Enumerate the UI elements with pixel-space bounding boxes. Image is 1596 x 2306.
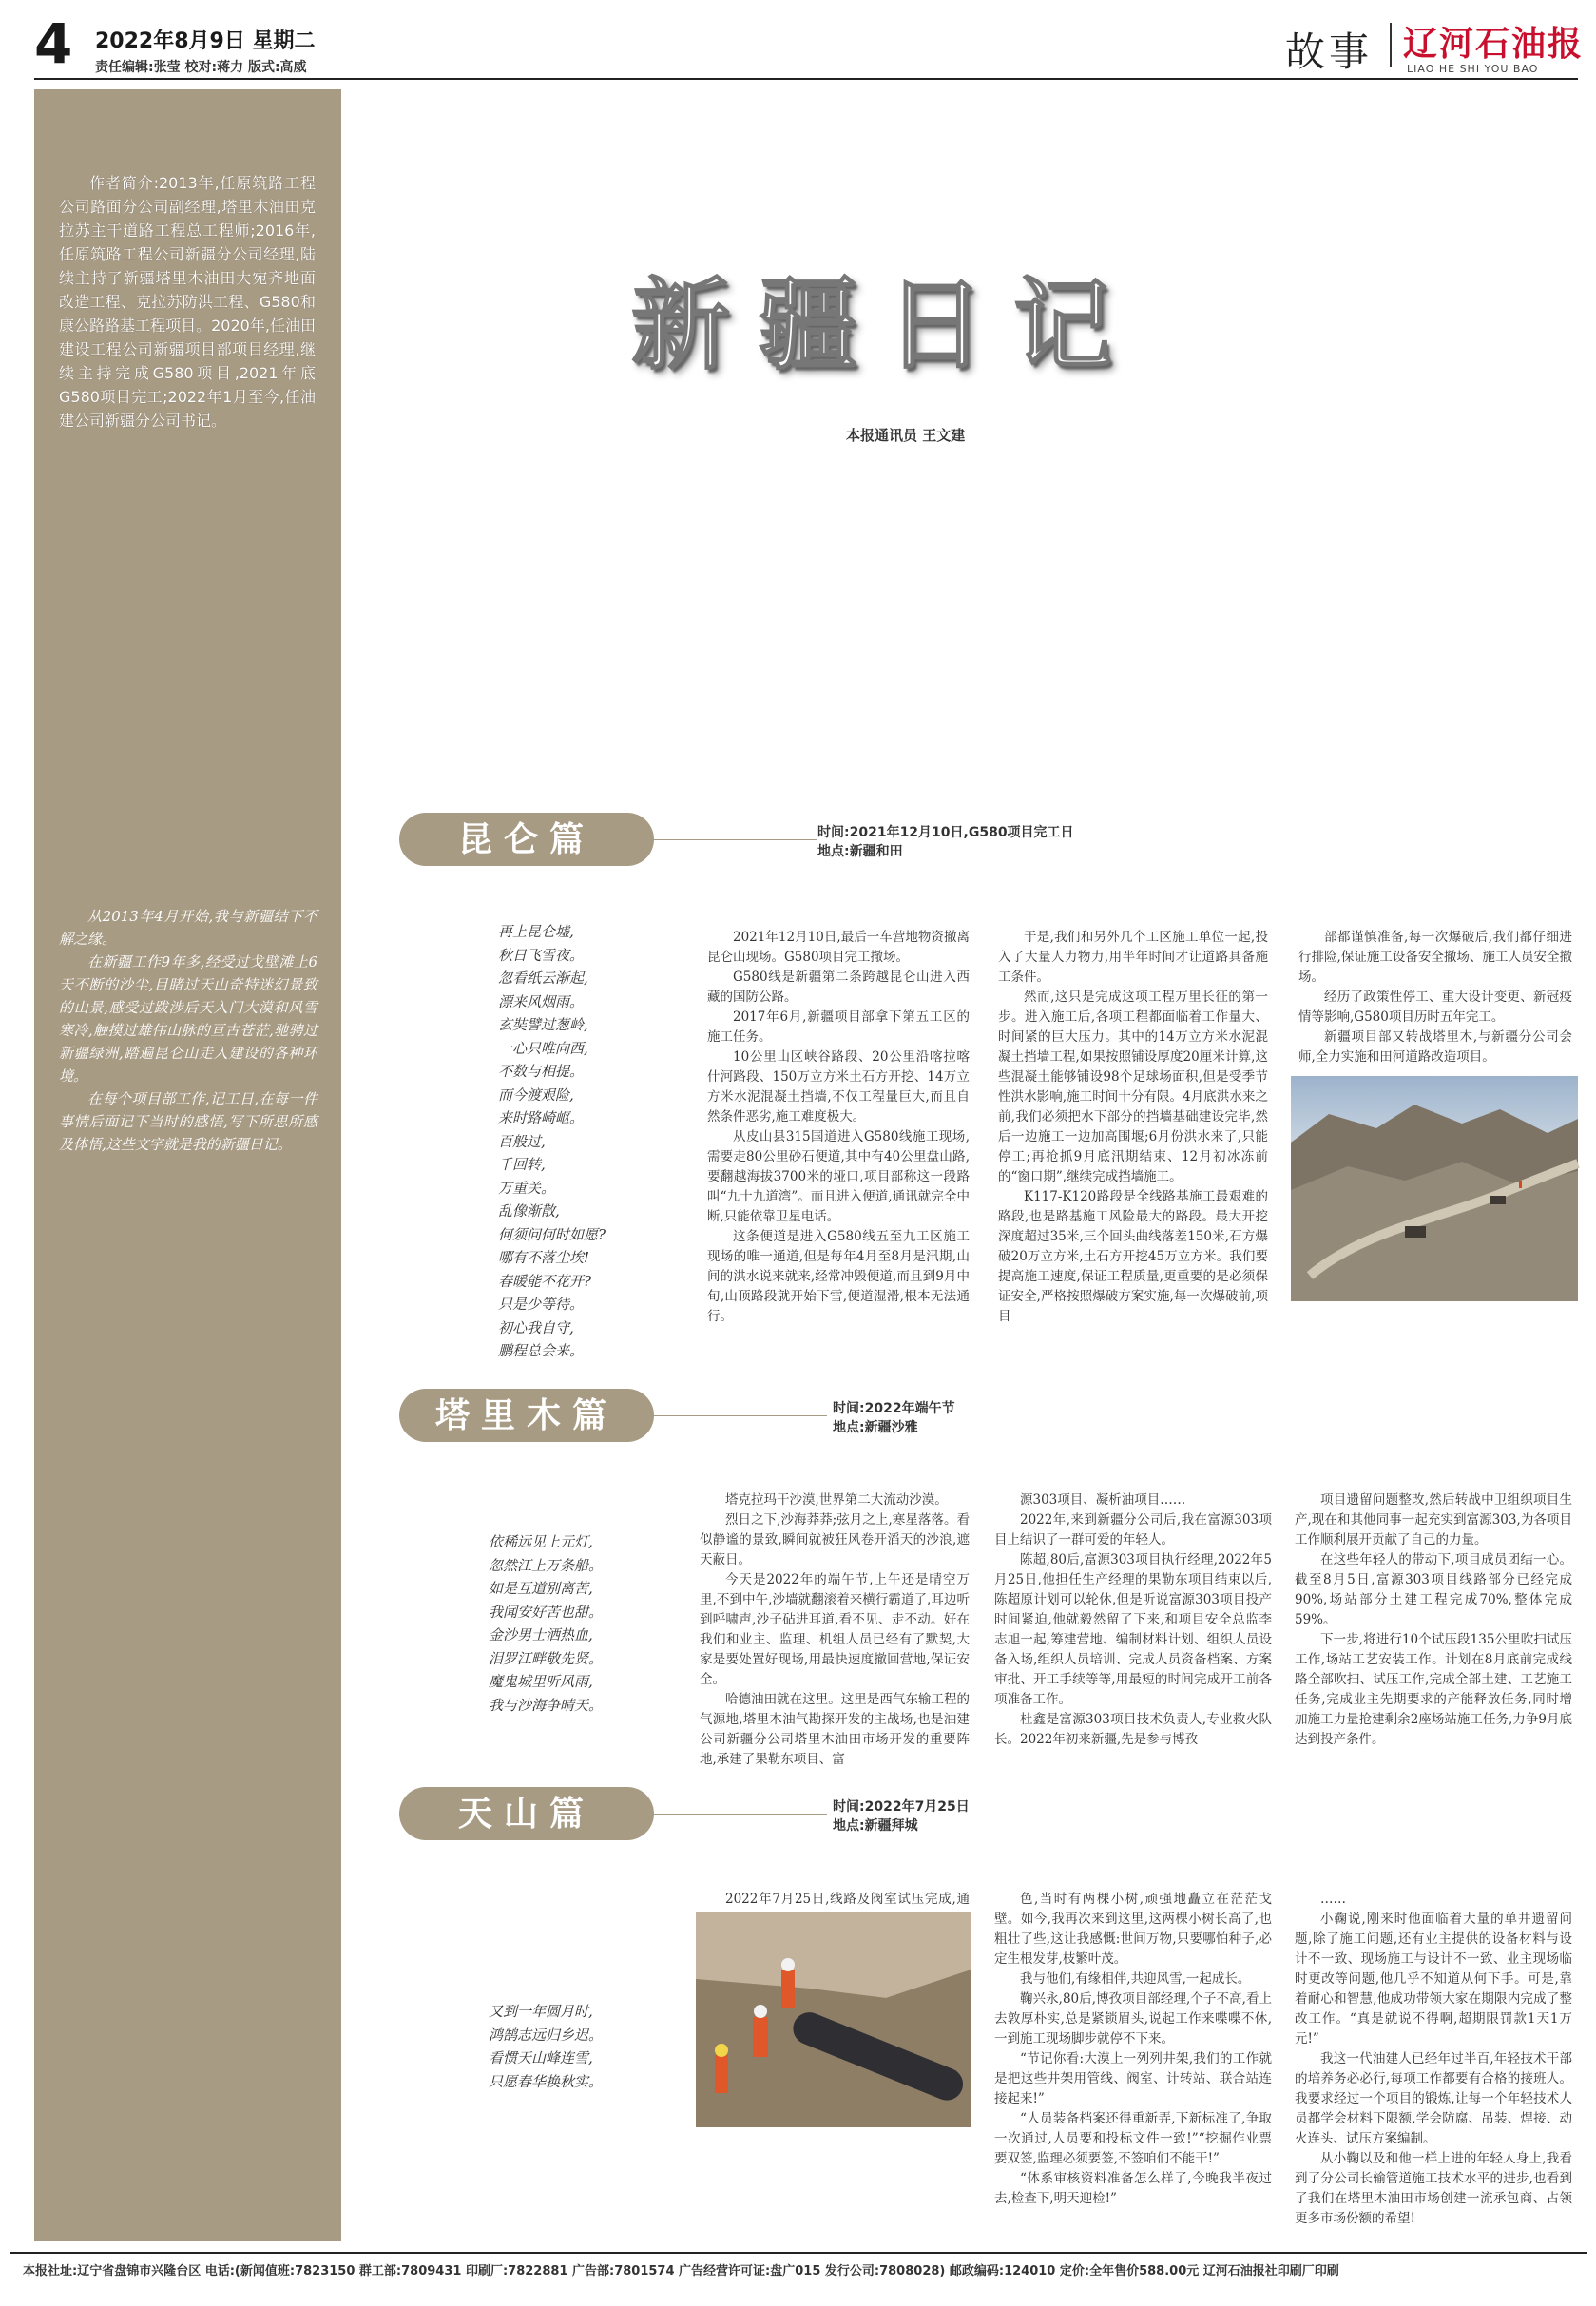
article-paragraph: 10公里山区峡谷路段、20公里沿喀拉喀什河路段、150万立方米土石方开挖、14万立方米水泥混凝土挡墙,不仅工程量巨大,而且自然条件恶劣,施工难度极大。 (707, 1049, 970, 1124)
poem-line: 魔鬼城里听风雨, (489, 1673, 593, 1690)
poem-line: 而今渡艰险, (498, 1086, 574, 1104)
section-time: 时间:2022年端午节 (833, 1401, 955, 1416)
footer-rule (10, 2252, 1587, 2254)
intro-paragraph: 在新疆工作9年多,经受过戈壁滩上6天不断的沙尘,目睹过天山奇特迷幻景致的山景,感受过跋涉后天入门大漠和风雪寒冷,触摸过雄伟山脉的亘古苍茫,驰骋过新疆绿洲,踏遍昆仑山走入建设的各种环境。 (59, 953, 317, 1085)
poem-line: 来时路崎岖。 (498, 1109, 585, 1126)
article-column (998, 928, 1268, 1324)
intro-paragraph: 在每个项目部工作,记工日,在每一件事情后面记下当时的感悟,写下所思所感及体悟,这些文字就是我的新疆日记。 (59, 1090, 317, 1153)
section-time: 时间:2022年7月25日 (833, 1799, 970, 1815)
article-paragraph: 我这一代油建人已经年过半百,年轻技术干部的培养务必必行,每项工作都要有合格的接班人。我要求经过一个项目的锻炼,让每一个年轻技术人员都学会材料下限额,学会防腐、吊装、焊接、动火连头、试压方案编制。 (1295, 2051, 1572, 2146)
article-paragraph: 从皮山县315国道进入G580线施工现场,需要走80公里砂石便道,其中有40公里盘山路,要翻越海拔3700米的垭口,项目部称这一段路叫“九十九道湾”。而且进入便道,通讯就完全中断,只能依靠卫星电话。 (707, 1129, 970, 1224)
poem-line: 我与沙海争晴天。 (489, 1696, 604, 1714)
section-heading-kunlun: 昆仑篇 (399, 813, 654, 866)
article-paragraph: 在这些年轻人的带动下,项目成员团结一心。截至8月5日,富源303项目线路部分已经完成90%,场站部分土建工程完成70%,整体完成59%。 (1295, 1552, 1572, 1627)
section-heading-tianshan: 天山篇 (399, 1787, 654, 1840)
article-paragraph: …… (1320, 1892, 1346, 1907)
section-poem (489, 1530, 603, 1717)
header-rule (34, 78, 1578, 80)
article-paragraph: 新疆项目部又转战塔里木,与新疆分公司会师,全力实施和田河道路改造项目。 (1298, 1029, 1572, 1065)
article-paragraph: 部都谨慎准备,每一次爆破后,我们都仔细进行排险,保证施工设备安全撤场、施工人员安全撤场。 (1298, 930, 1572, 985)
section-place: 地点:新疆拜城 (833, 1818, 918, 1834)
article-paragraph: 2022年,来到新疆分公司后,我在富源303项目上结识了一群可爱的年轻人。 (994, 1512, 1272, 1547)
poem-line: 漂来风烟雨。 (498, 992, 585, 1010)
article-paragraph: G580线是新疆第二条跨越昆仑山进入西藏的国防公路。 (707, 970, 970, 1005)
poem-line: 又到一年圆月时, (489, 2003, 593, 2020)
article-column (994, 1890, 1272, 2243)
mountain-road-photo (1291, 1076, 1578, 1301)
article-column (1295, 1490, 1572, 1798)
article-paragraph: 陈超,80后,富源303项目执行经理,2022年5月25日,他担任生产经理的果勒东项目结束以后,陈超原计划可以轮休,但是听说富源303项目投产时间紧迫,他就毅然留了下来,和项目安全总监李志旭一起,筹建营地、编制材料计划、组织人员设备入场,组织人员培训、完成人员资备档案、方案审批、开工手续等等,用最短的时间完成开工前各项准备工作。 (994, 1552, 1272, 1707)
article-paragraph: 我与他们,有缘相伴,共迎风雪,一起成长。 (1020, 1971, 1251, 1987)
poem-line: 金沙男士洒热血, (489, 1626, 593, 1643)
article-column (1298, 928, 1572, 1070)
article-paragraph: 杜鑫是富源303项目技术负责人,专业救火队长。2022年初来新疆,先是参与博孜 (994, 1712, 1272, 1747)
poem-line: 初心我自守, (498, 1318, 574, 1336)
poem-line: 何须问何时如愿? (498, 1225, 606, 1243)
masthead-logo: 辽河石油报 (1403, 24, 1585, 64)
article-paragraph: 从小鞠以及和他一样上进的年轻人身上,我看到了分公司长输管道施工技术水平的进步,也看到了我们在塔里木油田市场创建一流承包商、占领更多市场份额的希望! (1295, 2151, 1572, 2226)
article-column (700, 1490, 970, 1798)
poem-line: 鸿鹄志远归乡迟。 (489, 2026, 604, 2044)
poem-line: 我闻安好苦也甜。 (489, 1603, 604, 1621)
article-paragraph: 2017年6月,新疆项目部拿下第五工区的施工任务。 (707, 1009, 970, 1045)
author-bio: 作者简介:2013年,任原筑路工程公司路面分公司副经理,塔里木油田克拉苏主干道路工程总工程师;2016年,任原筑路工程公司新疆分公司经理,陆续主持了新疆塔里木油田大宛齐地面改造工程、克拉苏防洪工程、G580和康公路路基工程项目。2020年,任油田建设工程公司新疆项目部项目经理,继续主持完成G580项目,2021年底G580项目完工;2022年1月至今,任油建公司新疆分公司书记。 (59, 174, 316, 430)
section-name: 故事 (1285, 29, 1374, 75)
poem-line: 乱像渐散, (498, 1202, 560, 1220)
article-paragraph: “体系审核资料准备怎么样了,今晚我半夜过去,检查下,明天迎检!” (994, 2171, 1272, 2206)
poem-line: 哪有不落尘埃! (498, 1249, 590, 1266)
poem-line: 如是互道别离苦, (489, 1580, 593, 1597)
article-column (994, 1490, 1272, 1798)
section-poem (489, 2000, 603, 2093)
article-paragraph: 下一步,将进行10个试压段135公里吹扫试压工作,场站工艺安装工作。计划在8月底前完成线路全部吹扫、试压工作,完成全部土建、工艺施工任务,完成业主先期要求的产能释放任务,同时增加施工力量抢建剩余2座场站施工任务,力争9月底达到投产条件。 (1295, 1632, 1572, 1747)
issue-date: 2022年8月9日 星期二 (95, 29, 316, 53)
poem-line: 忽然江上万条船。 (489, 1556, 604, 1574)
poem-line: 再上昆仑墟, (498, 923, 574, 940)
poem-line: 春暖能不花开? (498, 1272, 592, 1290)
section-poem (498, 920, 606, 1363)
article-paragraph: 项目遗留问题整改,然后转战中卫组织项目生产,现在和其他同事一起充实到富源303,为各项目工作顺利展开贡献了自己的力量。 (1295, 1492, 1572, 1547)
section-heading-tarim: 塔里木篇 (399, 1389, 654, 1442)
article-paragraph: 鞠兴永,80后,博孜项目部经理,个子不高,看上去敦厚朴实,总是紧锁眉头,说起工作来喋喋不休,一到施工现场脚步就停不下来。 (994, 1991, 1272, 2047)
poem-line: 秋日飞雪夜。 (498, 946, 585, 964)
header-divider (1390, 23, 1392, 67)
pipeline-workers-photo (696, 1912, 971, 2127)
article-column (707, 928, 970, 1324)
article-paragraph: 小鞠说,刚来时他面临着大量的单井遗留问题,除了施工问题,还有业主提供的设备材料与设计不一致、现场施工与设计不一致、业主现场临时更改等问题,他几乎不知道从何下手。可是,靠着耐心和智慧,他成功带领大家在期限内完成了整改工作。“真是就说不得啊,超期限罚款1天1万元!” (1295, 1912, 1572, 2047)
article-paragraph: 然而,这只是完成这项工程万里长征的第一步。进入施工后,各项工程都面临着工作量大、时间紧的巨大压力。其中的14万立方米水泥混凝土挡墙工程,如果按照铺设厚度20厘米计算,这些混凝土能够铺设98个足球场面积,但是受季节性洪水影响,施工时间十分有限。4月底洪水来之前,我们必须把水下部分的挡墙基础建设完毕,然后一边施工一边加高围堰;6月份洪水来了,只能停工;再抢抓9月底汛期结束、12月初冰冻前的“窗口期”,继续完成挡墙施工。 (998, 990, 1268, 1184)
article-paragraph: 塔克拉玛干沙漠,世界第二大流动沙漠。 (725, 1492, 948, 1508)
author-intro (59, 905, 317, 1156)
poem-line: 一心只唯向西, (498, 1039, 588, 1057)
poem-line: 只愿春华换秋实。 (489, 2072, 604, 2090)
poem-line: 百般过, (498, 1132, 546, 1150)
footer-info: 本报社址:辽宁省盘锦市兴隆台区 电话:(新闻值班:7823150 群工部:7809431 印刷厂:7822881 广告部:7801574 广告经营许可证:盘广015 发行公司:7808028) 邮政编码:124010 定价:全年售价588.00元 辽河石油报社印刷厂印刷 (23, 2264, 1339, 2278)
poem-line: 鹏程总会来。 (498, 1342, 585, 1359)
article-paragraph: 2021年12月10日,最后一车营地物资撤离昆仑山现场。G580项目完工撤场。 (707, 930, 970, 965)
article-paragraph: K117-K120路段是全线路基施工最艰难的路段,也是路基施工风险最大的路段。最大开挖深度超过35米,三个回头曲线落差150米,石方爆破20万立方米,土石方开挖45万立方米。我们要提高施工速度,保证工程质量,更重要的是必须保证安全,严格按照爆破方案实施,每一次爆破前,项目 (998, 1189, 1268, 1324)
poem-line: 万重关。 (498, 1179, 556, 1197)
byline: 本报通讯员 王文建 (846, 427, 966, 444)
section-place: 地点:新疆沙雅 (833, 1420, 918, 1435)
article-paragraph: 这条便道是进入G580线五至九工区施工现场的唯一通道,但是每年4月至8月是汛期,山间的洪水说来就来,经常冲毁便道,而且到9月中旬,山顶路段就开始下雪,便道湿滑,根本无法通行。 (707, 1229, 970, 1324)
poem-line: 不数与相提。 (498, 1063, 585, 1080)
page-number: 4 (34, 11, 73, 76)
article-paragraph: 源303项目、凝析油项目…… (1020, 1492, 1186, 1508)
article-paragraph: 色,当时有两棵小树,顽强地矗立在茫茫戈壁。如今,我再次来到这里,这两棵小树长高了,也粗壮了些,这让我感慨:世间万物,只要哪怕种子,必定生根发芽,枝繁叶茂。 (994, 1892, 1272, 1967)
article-paragraph: 于是,我们和另外几个工区施工单位一起,投入了大量人力物力,用半年时间才让道路具备施工条件。 (998, 930, 1268, 985)
poem-line: 忽看纸云渐起, (498, 970, 588, 987)
poem-line: 泪罗江畔敬先贤。 (489, 1649, 604, 1667)
article-paragraph: 今天是2022年的端午节,上午还是晴空万里,不到中午,沙墙就翻滚着来横行霸道了,耳边听到呼啸声,沙子砧进耳道,看不见、走不动。好在我们和业主、监理、机组人员已经有了默契,大家是要处置好现场,用最快速度撤回营地,保证安全。 (700, 1572, 970, 1687)
section-place: 地点:新疆和田 (817, 844, 903, 859)
article-paragraph: 经历了政策性停工、重大设计变更、新冠疫情等影响,G580项目历时五年完工。 (1298, 990, 1572, 1025)
article-title: 新疆日记 (631, 266, 1142, 383)
poem-line: 依稀远见上元灯, (489, 1533, 593, 1550)
article-paragraph: “节记你看:大漠上一列列井架,我们的工作就是把这些井架用管线、阀室、计转站、联合站连接起来!” (994, 2051, 1272, 2106)
poem-line: 千回转, (498, 1156, 546, 1173)
poem-line: 玄奘譬过葱岭, (498, 1016, 588, 1033)
article-paragraph: 2022年7月25日,线路及阀室试压完成,通 (725, 1892, 970, 1907)
article-column (1295, 1890, 1572, 2243)
section-time: 时间:2021年12月10日,G580项目完工日 (817, 825, 1074, 840)
intro-paragraph: 从2013年4月开始,我与新疆结下不解之缘。 (59, 908, 317, 948)
editor-credits: 责任编辑:张莹 校对:蒋力 版式:高威 (95, 60, 307, 75)
article-paragraph: 哈德油田就在这里。这里是西气东输工程的气源地,塔里木油气勘探开发的主战场,也是油建公司新疆分公司塔里木油田市场开发的重要阵地,承建了果勒东项目、富 (700, 1692, 970, 1767)
masthead-pinyin: LIAO HE SHI YOU BAO (1407, 63, 1539, 75)
poem-line: 看惯天山峰连雪, (489, 2049, 593, 2066)
article-paragraph: “人员装备档案还得重新弄,下新标准了,争取一次通过,人员要和投标文件一致!”“挖掘作业票要双签,监理必须要签,不签咱们不能干!” (994, 2111, 1272, 2166)
poem-line: 只是少等待。 (498, 1296, 585, 1313)
article-paragraph: 烈日之下,沙海莽莽;弦月之上,寒星落落。看似静谧的景致,瞬间就被狂风卷开滔天的沙浪,遮天蔽日。 (700, 1512, 970, 1567)
